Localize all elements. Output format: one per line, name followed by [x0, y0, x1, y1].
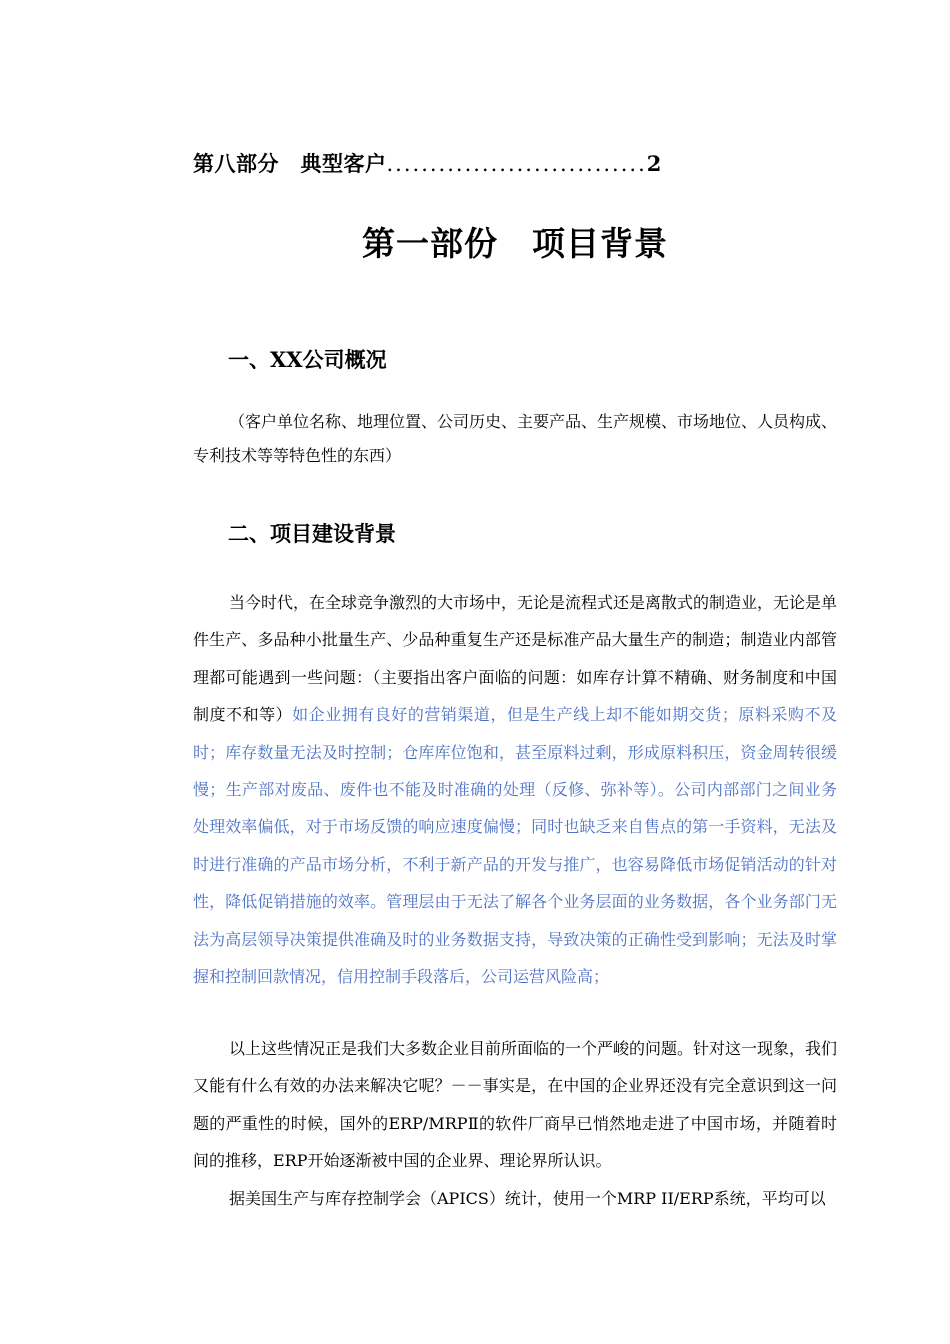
- toc-leader-dots: ..............................: [386, 152, 647, 176]
- background-paragraph-1-highlight: 如企业拥有良好的营销渠道，但是生产线上却不能如期交货；原料采购不及时；库存数量无法及时控制；仓库库位饱和，甚至原料过剩，形成原料积压，资金周转很缓慢；生产部对废品、废件也不能及时准确的处理（反修、弥补等）。公司内部部门之间业务处理效率偏低，对于市场反馈的响应速度偏慢；同时也缺乏来自售点的第一手资料，无法及时进行准确的产品市场分析，不利于新产品的开发与推广，也容易降低市场促销活动的针对性，降低促销措施的效率。管理层由于无法了解各个业务层面的业务数据，各个业务部门无法为高层领导决策提供准确及时的业务数据支持，导致决策的正确性受到影响；无法及时掌握和控制回款情况，信用控制手段落后，公司运营风险高；: [193, 705, 837, 987]
- background-paragraph-1-text: 当今时代，在全球竞争激烈的大市场中，无论是流程式还是离散式的制造业，无论是单件生产、多品种小批量生产、少品种重复生产还是标准产品大量生产的制造；制造业内部管理都可能遇到一些问题：（主要指出客户面临的问题：如库存计算不精确、财务制度和中国制度不和等）: [193, 593, 838, 725]
- section-heading-project-background: 二、项目建设背景: [228, 521, 396, 546]
- background-paragraph-3: 据美国生产与库存控制学会（APICS）统计，使用一个MRP II/ERP系统，平均可以: [229, 1189, 826, 1208]
- background-paragraph-2: 以上这些情况正是我们大多数企业目前所面临的一个严峻的问题。针对这一现象，我们又能有什么有效的办法来解决它呢？－－事实是，在中国的企业界还没有完全意识到这一问题的严重性的时候，国外的ERP/MRPⅡ的软件厂商早已悄然地走进了中国市场，并随着时间的推移，ERP开始逐渐被中国的企业界、理论界所认识。: [193, 1039, 838, 1171]
- toc-entry-label: 第八部分 典型客户: [193, 151, 387, 176]
- background-paragraph-1: [193, 584, 837, 995]
- part-title: 第一部份 项目背景: [362, 224, 668, 263]
- company-overview-note: （客户单位名称、地理位置、公司历史、主要产品、生产规模、市场地位、人员构成、专利技术等等特色性的东西）: [193, 412, 838, 465]
- section-heading-company-overview: 一、XX公司概况: [228, 347, 387, 372]
- toc-entry[interactable]: [193, 148, 803, 178]
- toc-page-number: 2: [646, 151, 662, 176]
